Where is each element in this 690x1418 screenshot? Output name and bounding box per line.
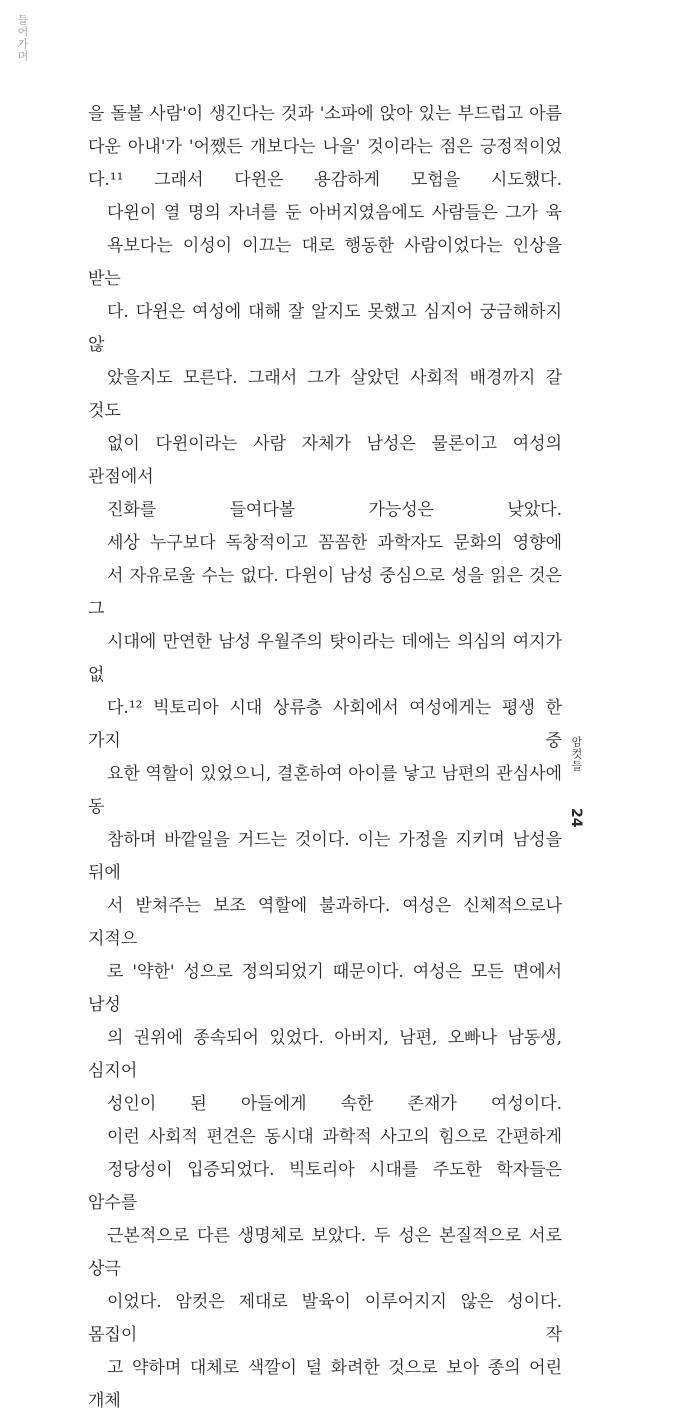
text-line: 정당성이 입증되었다. 빅토리아 시대를 주도한 학자들은 암수를 — [88, 1160, 562, 1213]
side-label-text: 암컷들 — [570, 736, 583, 772]
page-number: 24 — [568, 808, 584, 828]
text-line: 다윈이 열 명의 자녀를 둔 아버지였음에도 사람들은 그가 육 — [107, 203, 562, 223]
text-line: 진화를 들여다볼 가능성은 낮았다. — [107, 500, 562, 520]
paragraph-3 — [88, 527, 562, 1121]
text-line: 욕보다는 이성이 이끄는 대로 행동한 사람이었다는 인상을 받는 — [88, 236, 562, 289]
text-line: 다. 다윈은 여성에 대해 잘 알지도 못했고 심지어 궁금해하지 않 — [88, 302, 562, 355]
side-chapter-label — [566, 736, 586, 772]
text-line: 을 돌볼 사람'이 생긴다는 것과 '소파에 앉아 있는 부드럽고 아름 — [88, 104, 562, 124]
text-line: 았을지도 모른다. 그래서 그가 살았던 사회적 배경까지 갈 것도 — [88, 368, 562, 421]
text-line: 다.¹² 빅토리아 시대 상류층 사회에서 여성에게는 평생 한 가지 중 — [88, 698, 562, 751]
text-line: 서 받쳐주는 보조 역할에 불과하다. 여성은 신체적으로나 지적으 — [88, 896, 562, 949]
text-line: 다운 아내'가 '어쨌든 개보다는 나을' 것이라는 점은 긍정적이었 — [88, 137, 562, 157]
text-line: 이었다. 암컷은 제대로 발육이 이루어지지 않은 성이다. 몸집이 작 — [88, 1292, 562, 1345]
text-line: 고 약하며 대체로 색깔이 덜 화려한 것으로 보아 종의 어린 개체 — [88, 1358, 562, 1411]
text-line: 시대에 만연한 남성 우월주의 탓이라는 데에는 의심의 여지가 없 — [88, 632, 562, 685]
paragraph-4 — [88, 1121, 562, 1418]
text-line: 성인이 된 아들에게 속한 존재가 여성이다. — [107, 1094, 562, 1114]
text-line: 참하며 바깥일을 거드는 것이다. 이는 가정을 지키며 남성을 뒤에 — [88, 830, 562, 883]
body-text — [88, 98, 562, 1418]
text-line: 세상 누구보다 독창적이고 꼼꼼한 과학자도 문화의 영향에 — [107, 533, 562, 553]
text-line: 요한 역할이 있었으니, 결혼하여 아이를 낳고 남편의 관심사에 동 — [88, 764, 562, 817]
text-line: 다.¹¹ 그래서 다윈은 용감하게 모험을 시도했다. — [88, 170, 562, 190]
text-line: 없이 다윈이라는 사람 자체가 남성은 물론이고 여성의 관점에서 — [88, 434, 562, 487]
text-line: 의 권위에 종속되어 있었다. 아버지, 남편, 오빠나 남동생, 심지어 — [88, 1028, 562, 1081]
text-line: 이런 사회적 편견은 동시대 과학적 사고의 힘으로 간편하게 — [107, 1127, 562, 1147]
running-head: 들어가며 — [16, 14, 29, 62]
paragraph-2 — [88, 197, 562, 527]
paragraph-1 — [88, 98, 562, 197]
text-line: 로 '약한' 성으로 정의되었기 때문이다. 여성은 모든 면에서 남성 — [88, 962, 562, 1015]
text-line: 서 자유로울 수는 없다. 다윈이 남성 중심으로 성을 읽은 것은 그 — [88, 566, 562, 619]
text-line: 근본적으로 다른 생명체로 보았다. 두 성은 본질적으로 서로 상극 — [88, 1226, 562, 1279]
